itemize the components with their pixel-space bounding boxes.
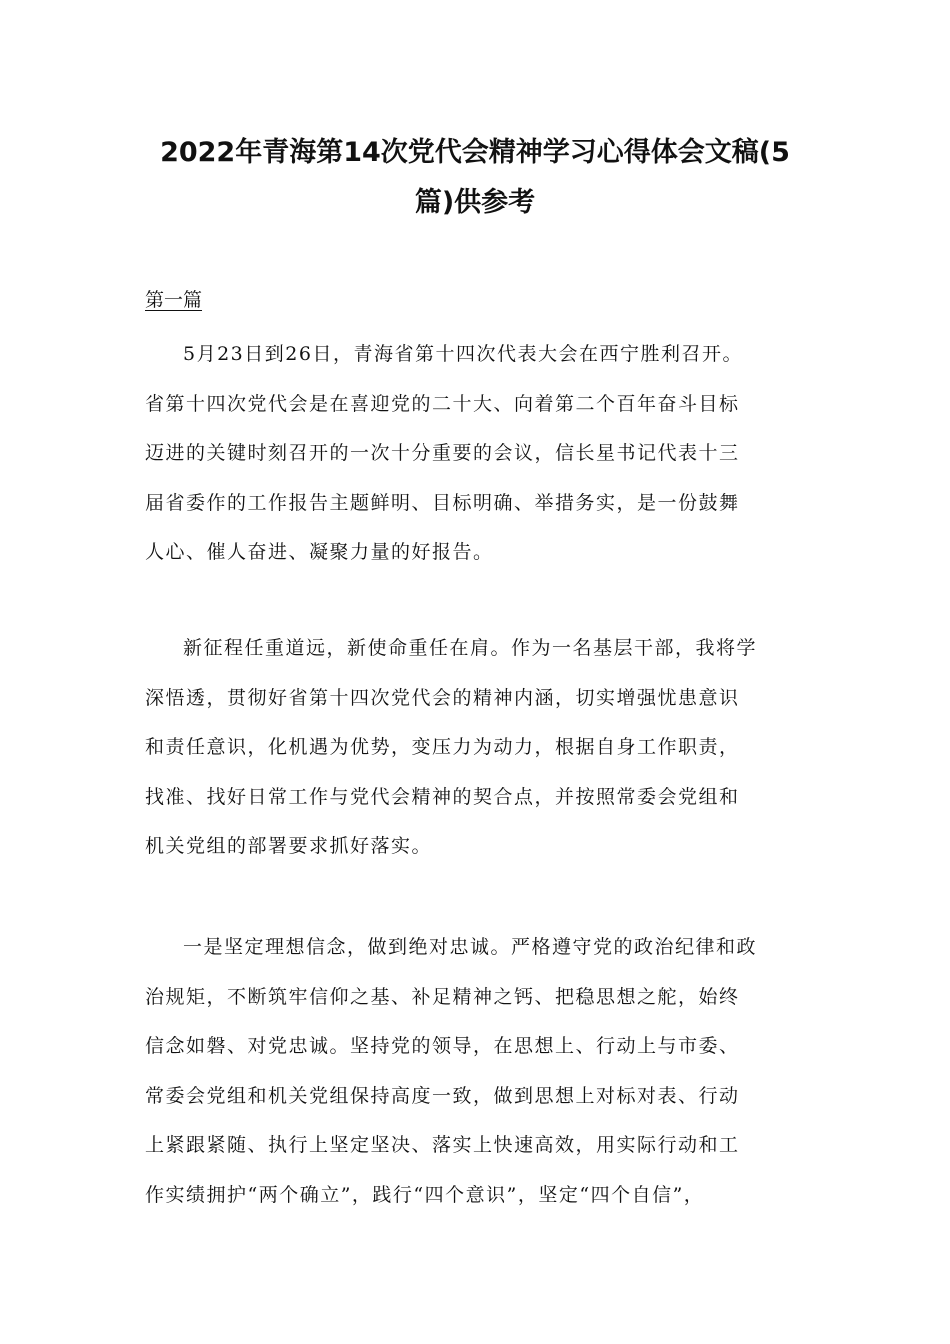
document-title: [135, 128, 815, 228]
paragraph-2: [145, 624, 810, 872]
paragraph-line: 省第十四次党代会是在喜迎党的二十大、向着第二个百年奋斗目标: [145, 392, 740, 415]
paragraph-line: 迈进的关键时刻召开的一次十分重要的会议，信长星书记代表十三: [145, 442, 740, 464]
paragraph-line: 5月23日到26日，青海省第十四次代表大会在西宁胜利召开。: [183, 343, 743, 365]
paragraph-1: [145, 330, 810, 578]
paragraph-line: 机关党组的部署要求抓好落实。: [145, 835, 433, 857]
section-heading: 第一篇: [145, 289, 203, 311]
paragraph-line: 人心、催人奋进、凝聚力量的好报告。: [145, 541, 494, 563]
paragraph-line: 届省委作的工作报告主题鲜明、目标明确、举措务实，是一份鼓舞: [145, 491, 740, 514]
paragraph-line: 作实绩拥护“两个确立”，践行“四个意识”，坚定“四个自信”，: [145, 1183, 705, 1206]
paragraph-line: 找准、找好日常工作与党代会精神的契合点，并按照常委会党组和: [145, 785, 740, 808]
paragraph-line: 治规矩，不断筑牢信仰之基、补足精神之钙、把稳思想之舵，始终: [145, 985, 740, 1008]
title-line: 篇)供参考: [414, 187, 536, 218]
paragraph-line: 常委会党组和机关党组保持高度一致，做到思想上对标对表、行动: [145, 1084, 740, 1107]
paragraph-line: 和责任意识，化机遇为优势，变压力为动力，根据自身工作职责，: [145, 736, 740, 758]
paragraph-line: 一是坚定理想信念，做到绝对忠诚。严格遵守党的政治纪律和政: [183, 936, 758, 958]
paragraph-line: 上紧跟紧随、执行上坚定坚决、落实上快速高效，用实际行动和工: [145, 1134, 740, 1156]
title-line: 2022年青海第14次党代会精神学习心得体会文稿(5: [160, 137, 790, 168]
paragraph-line: 深悟透，贯彻好省第十四次党代会的精神内涵，切实增强忧患意识: [145, 686, 740, 709]
paragraph-3: [145, 923, 810, 1220]
paragraph-line: 信念如磐、对党忠诚。坚持党的领导，在思想上、行动上与市委、: [145, 1035, 740, 1057]
paragraph-line: 新征程任重道远，新使命重任在肩。作为一名基层干部，我将学: [183, 637, 758, 659]
